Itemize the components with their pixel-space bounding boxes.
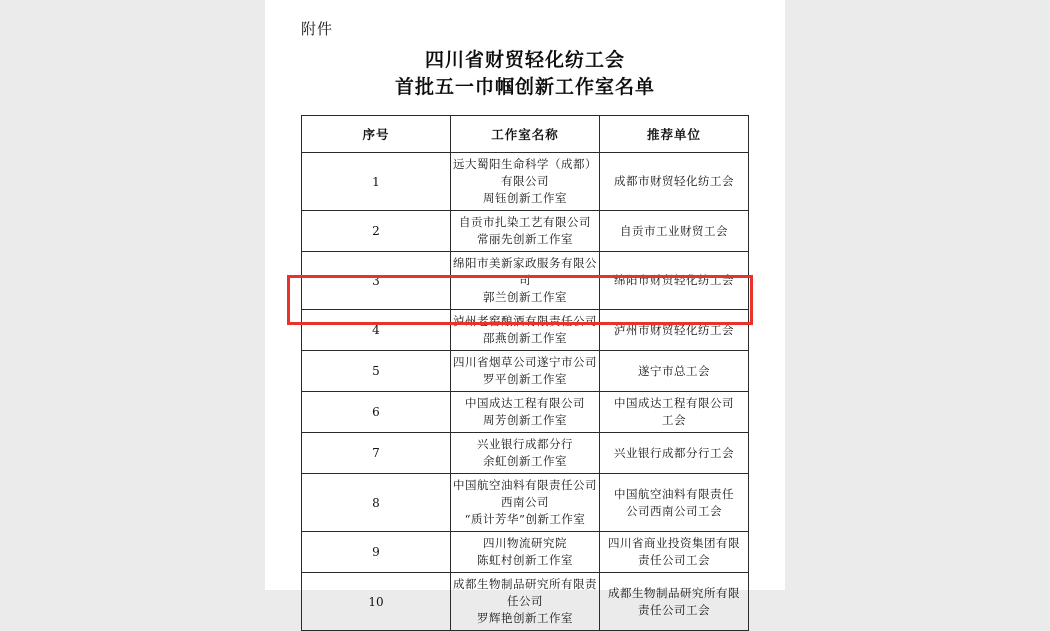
row-name xyxy=(451,392,600,433)
workstation-list-table xyxy=(301,115,749,631)
row-name-line: 周钰创新工作室 xyxy=(483,191,567,205)
attachment-label: 附件 xyxy=(301,20,334,38)
row-name-line: 常丽先创新工作室 xyxy=(477,232,573,246)
row-name-line: “质计芳华”创新工作室 xyxy=(464,512,586,526)
row-name-line: 中国成达工程有限公司 xyxy=(465,396,585,410)
row-index: 8 xyxy=(302,474,451,532)
row-index: 10 xyxy=(302,573,451,631)
row-unit xyxy=(600,474,749,532)
row-name xyxy=(451,153,600,211)
row-unit xyxy=(600,532,749,573)
table-container xyxy=(293,115,757,631)
column-header-unit: 推荐单位 xyxy=(600,116,749,153)
row-unit xyxy=(600,211,749,252)
row-unit-line: 责任公司工会 xyxy=(638,602,710,617)
table-row xyxy=(302,433,749,474)
row-name-line: 罗平创新工作室 xyxy=(483,372,567,386)
row-name-line: 周芳创新工作室 xyxy=(483,413,567,427)
row-name xyxy=(451,310,600,351)
table-row xyxy=(302,351,749,392)
row-unit-line: 中国成达工程有限公司 xyxy=(614,396,734,410)
row-name-line: 兴业银行成都分行 xyxy=(477,437,573,451)
page-title-line-2: 首批五一巾帼创新工作室名单 xyxy=(394,76,655,98)
table-row xyxy=(302,392,749,433)
row-unit-line: 中国航空油料有限责任 xyxy=(614,486,734,501)
row-unit xyxy=(600,351,749,392)
row-name xyxy=(451,474,600,532)
row-unit xyxy=(600,392,749,433)
document-page xyxy=(265,0,785,625)
row-name-line: 中国航空油料有限责任公司西南公司 xyxy=(453,478,597,509)
row-name xyxy=(451,532,600,573)
row-unit-line: 成都市财贸轻化纺工会 xyxy=(614,174,734,188)
row-index: 4 xyxy=(302,310,451,351)
row-name-line: 陈虹村创新工作室 xyxy=(477,553,573,567)
table-header-row xyxy=(302,116,749,153)
row-unit xyxy=(600,252,749,310)
row-name-line: 余虹创新工作室 xyxy=(483,454,567,468)
table-row xyxy=(302,211,749,252)
row-name-line: 绵阳市美新家政服务有限公司 xyxy=(453,256,597,287)
table-body xyxy=(302,153,749,631)
row-index: 9 xyxy=(302,532,451,573)
row-index: 3 xyxy=(302,252,451,310)
row-unit-line: 工会 xyxy=(662,413,686,427)
row-name xyxy=(451,211,600,252)
row-name-line: 泸州老窖酿酒有限责任公司 xyxy=(453,314,597,328)
table-row xyxy=(302,474,749,532)
row-unit xyxy=(600,433,749,474)
table-row xyxy=(302,153,749,211)
row-name-line: 成都生物制品研究所有限责任公司 xyxy=(453,577,597,608)
row-index: 5 xyxy=(302,351,451,392)
row-name-line: 四川省烟草公司遂宁市公司 xyxy=(453,355,597,369)
row-unit xyxy=(600,573,749,631)
row-name-line: 郭兰创新工作室 xyxy=(483,290,567,304)
row-unit-line: 四川省商业投资集团有限 xyxy=(608,536,740,550)
column-header-index: 序号 xyxy=(302,116,451,153)
row-index: 6 xyxy=(302,392,451,433)
row-name xyxy=(451,433,600,474)
table-row xyxy=(302,310,749,351)
row-index: 1 xyxy=(302,153,451,211)
row-name-line: 远大蜀阳生命科学（成都）有限公司 xyxy=(453,157,597,188)
row-name-line: 邵燕创新工作室 xyxy=(483,331,567,345)
row-unit-line: 责任公司工会 xyxy=(638,553,710,567)
table-row xyxy=(302,573,749,631)
row-name xyxy=(451,351,600,392)
row-unit-line: 兴业银行成都分行工会 xyxy=(614,445,734,460)
table-header xyxy=(302,116,749,153)
row-unit-line: 公司西南公司工会 xyxy=(626,503,722,518)
row-unit-line: 自贡市工业财贸工会 xyxy=(620,223,728,238)
row-name-line: 罗辉艳创新工作室 xyxy=(477,611,573,625)
row-unit-line: 绵阳市财贸轻化纺工会 xyxy=(614,273,734,287)
row-name-line: 四川物流研究院 xyxy=(483,536,567,550)
row-unit xyxy=(600,310,749,351)
row-unit-line: 遂宁市总工会 xyxy=(638,363,710,378)
table-row xyxy=(302,252,749,310)
row-name xyxy=(451,573,600,631)
row-name-line: 自贡市扎染工艺有限公司 xyxy=(459,215,591,229)
row-unit-line: 成都生物制品研究所有限 xyxy=(608,585,740,600)
page-title xyxy=(293,47,757,101)
row-name xyxy=(451,252,600,310)
row-index: 7 xyxy=(302,433,451,474)
table-row xyxy=(302,532,749,573)
column-header-name: 工作室名称 xyxy=(451,116,600,153)
row-unit-line: 泸州市财贸轻化纺工会 xyxy=(614,322,734,337)
row-unit xyxy=(600,153,749,211)
page-title-line-1: 四川省财贸轻化纺工会 xyxy=(424,49,625,71)
row-index: 2 xyxy=(302,211,451,252)
